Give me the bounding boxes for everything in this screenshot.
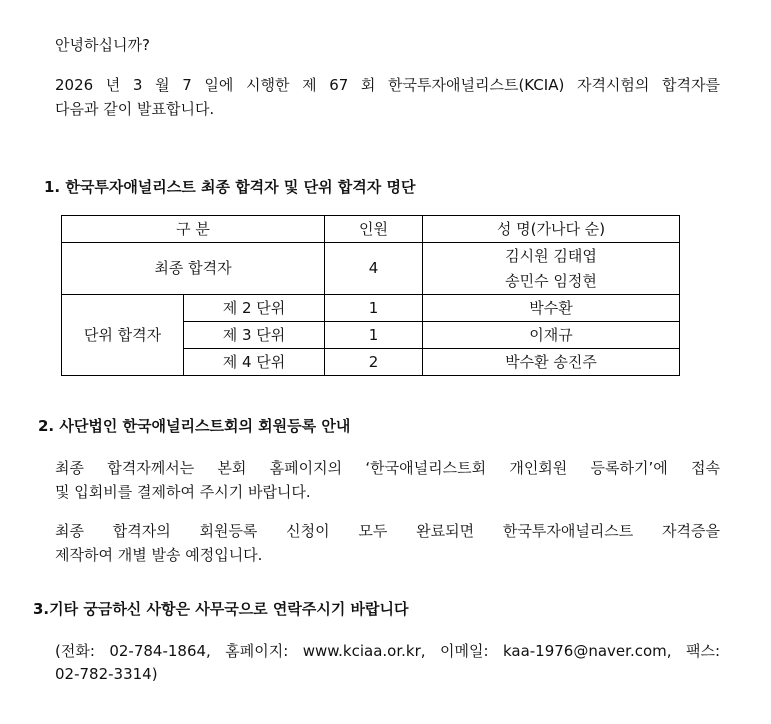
intro-line-1: 2026 년 3 월 7 일에 시행한 제 67 회 한국투자애널리스트(KCIA) 자격시험의 합격자를 (55, 76, 720, 94)
section1-heading: 1. 한국투자애널리스트 최종 합격자 및 단위 합격자 명단 (44, 178, 416, 196)
section2-heading: 2. 사단법인 한국애널리스트회의 회원등록 안내 (38, 417, 351, 435)
table-row-unit-2 (62, 295, 680, 322)
unit-4-names: 박수환 송진주 (423, 349, 680, 376)
final-count: 4 (325, 243, 423, 295)
table-row-final (62, 243, 680, 295)
unit-2-names: 박수환 (423, 295, 680, 322)
unit-3-names: 이재규 (423, 322, 680, 349)
header-count: 인원 (325, 216, 423, 243)
header-names: 성 명(가나다 순) (423, 216, 680, 243)
header-category: 구 분 (62, 216, 325, 243)
final-label: 최종 합격자 (62, 243, 325, 295)
section3-heading: 3.기타 궁금하신 사항은 사무국으로 연락주시기 바랍니다 (33, 600, 409, 618)
contact-line-1: (전화: 02-784-1864, 홈페이지: www.kciaa.or.kr, 이메일: kaa-1976@naver.com, 팩스: (55, 642, 720, 660)
unit-2-count: 1 (325, 295, 423, 322)
passer-table (61, 215, 680, 376)
greeting: 안녕하십니까? (55, 36, 150, 54)
unit-label: 단위 합격자 (62, 295, 184, 376)
unit-2-name: 제 2 단위 (184, 295, 325, 322)
section2-para2-line-1: 최종 합격자의 회원등록 신청이 모두 완료되면 한국투자애널리스트 자격증을 (55, 522, 720, 540)
final-names (423, 243, 680, 295)
section2-para1-line-1: 최종 합격자께서는 본회 홈페이지의 ‘한국애널리스트회 개인회원 등록하기’에 접속 (55, 459, 720, 477)
unit-3-name: 제 3 단위 (184, 322, 325, 349)
final-names-line-1: 김시원 김태엽 (505, 246, 597, 265)
section2-para2-line-2: 제작하여 개별 발송 예정입니다. (55, 546, 263, 564)
final-names-line-2: 송민수 임정현 (505, 271, 597, 290)
unit-3-count: 1 (325, 322, 423, 349)
section2-para1-line-2: 및 입회비를 결제하여 주시기 바랍니다. (55, 483, 311, 501)
unit-4-name: 제 4 단위 (184, 349, 325, 376)
unit-4-count: 2 (325, 349, 423, 376)
intro-line-2: 다음과 같이 발표합니다. (55, 100, 215, 118)
table-header-row (62, 216, 680, 243)
contact-line-2: 02-782-3314) (55, 665, 158, 683)
